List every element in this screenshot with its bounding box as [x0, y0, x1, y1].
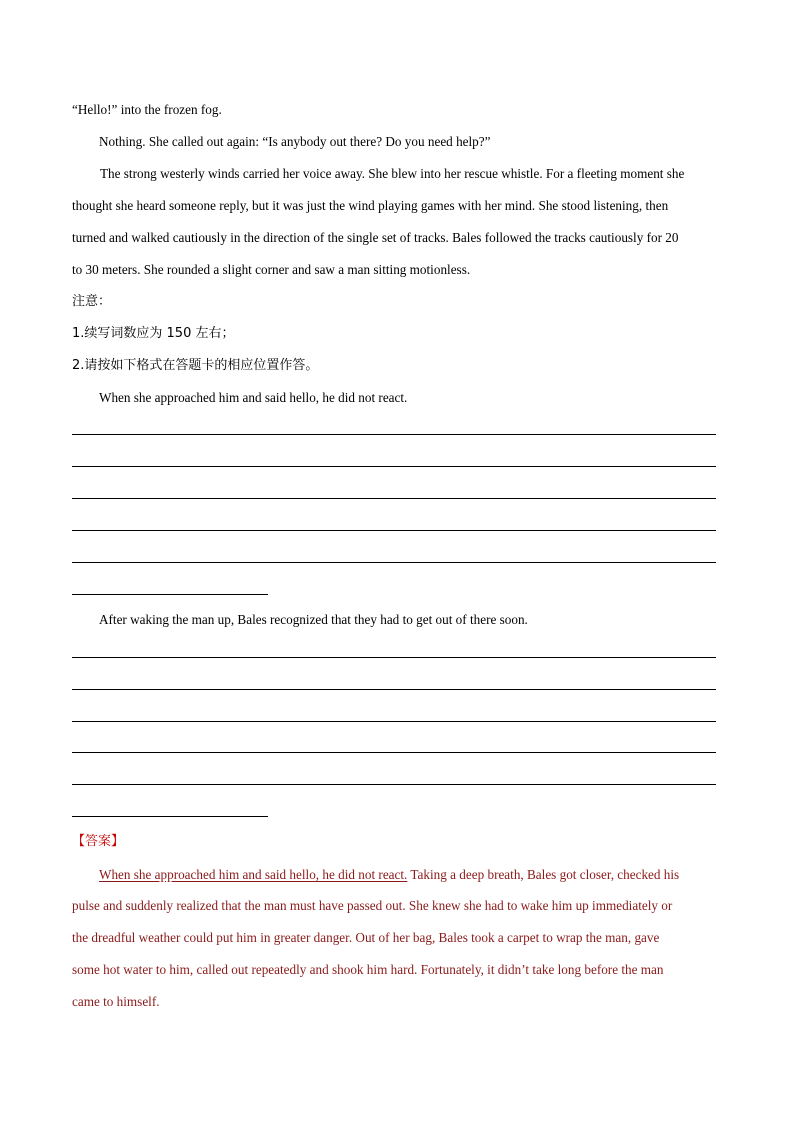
notes-heading: 注意：: [72, 294, 112, 309]
writing-line[interactable]: [72, 657, 716, 658]
writing-line[interactable]: [72, 434, 716, 435]
answer-line-4: some hot water to him, called out repeatedly and shook him hard. Fortunately, it didn’t take long before the man: [72, 962, 664, 977]
answer-line-3: the dreadful weather could put him in greater danger. Out of her bag, Bales took a carpet to wrap the man, gave: [72, 930, 660, 945]
paragraph-1-prompt: When she approached him and said hello, he did not react.: [99, 390, 408, 405]
story-line-2: Nothing. She called out again: “Is anybody out there? Do you need help?”: [99, 134, 491, 149]
writing-line-short[interactable]: [72, 816, 268, 817]
notes-item-2: 2.请按如下格式在答题卡的相应位置作答。: [72, 358, 319, 373]
paragraph-2-prompt: After waking the man up, Bales recognized that they had to get out of there soon.: [99, 612, 528, 627]
writing-line[interactable]: [72, 498, 716, 499]
story-line-6: to 30 meters. She rounded a slight corner and saw a man sitting motionless.: [72, 262, 471, 277]
writing-line[interactable]: [72, 784, 716, 785]
writing-line[interactable]: [72, 721, 716, 722]
answer-line-1: [99, 867, 749, 883]
answer-line-1-rest: Taking a deep breath, Bales got closer, checked his: [407, 867, 680, 882]
story-line-5: turned and walked cautiously in the direction of the single set of tracks. Bales followed the tracks cautiously for 20: [72, 230, 679, 245]
writing-line[interactable]: [72, 752, 716, 753]
story-line-4: thought she heard someone reply, but it was just the wind playing games with her mind. She stood listening, then: [72, 198, 669, 213]
answer-label: 【答案】: [72, 834, 125, 849]
answer-underlined-prompt: When she approached him and said hello, he did not react.: [99, 867, 408, 882]
writing-line[interactable]: [72, 466, 716, 467]
writing-line[interactable]: [72, 530, 716, 531]
story-line-1: “Hello!” into the frozen fog.: [72, 102, 222, 117]
writing-line[interactable]: [72, 689, 716, 690]
answer-line-5: came to himself.: [72, 994, 160, 1009]
answer-line-2: pulse and suddenly realized that the man must have passed out. She knew she had to wake him up immediately or: [72, 898, 673, 913]
notes-item-1: 1.续写词数应为 150 左右；: [72, 326, 235, 341]
writing-line-short[interactable]: [72, 594, 268, 595]
writing-line[interactable]: [72, 562, 716, 563]
story-line-3: The strong westerly winds carried her voice away. She blew into her rescue whistle. For a fleeting moment she: [100, 166, 685, 181]
